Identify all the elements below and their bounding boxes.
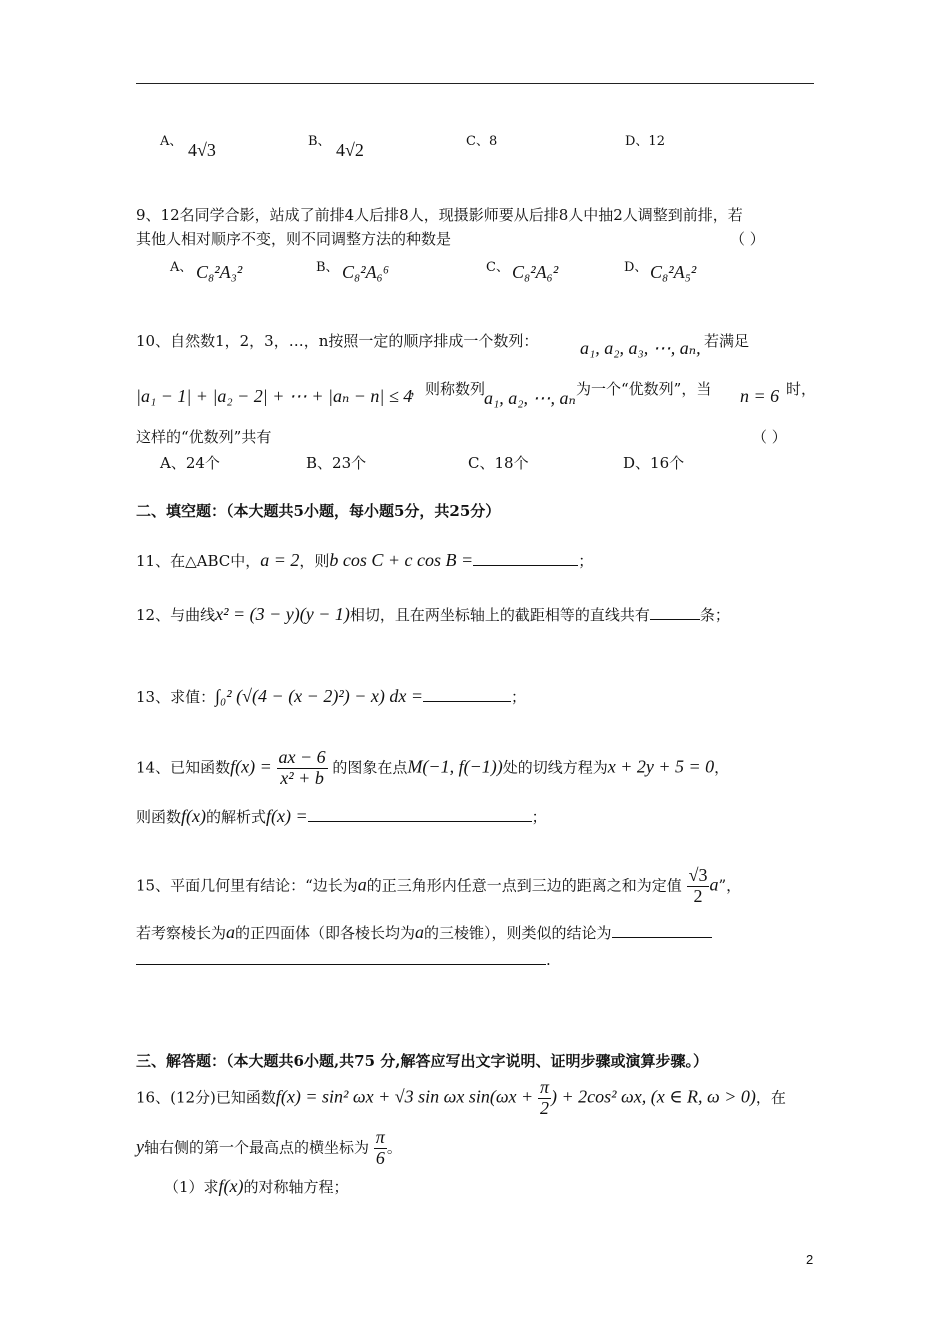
q15-line2a: 若考察棱长为 (136, 924, 227, 942)
q9-option-b-expr: C₈²A₆⁶ (342, 262, 390, 282)
q10-tail2: 时， (786, 380, 817, 398)
q14-numerator: ax − 6 (278, 747, 326, 767)
q14-mid: 的图象在点 (332, 758, 408, 777)
section-2-heading: 二、填空题：（本大题共5小题，每小题5分，共25分） (136, 502, 501, 520)
q9-option-a-expr: C₈²A₃² (196, 262, 243, 282)
q13-prefix: 13、求值： (136, 688, 216, 706)
q16-y: y (136, 1136, 144, 1157)
q15-prefix: 15、平面几何里有结论：“边长为 (136, 876, 358, 895)
q15-line2 (136, 922, 712, 943)
q16-line2 (136, 1128, 402, 1169)
q16-pi2: π (375, 1127, 385, 1147)
q14-line1 (136, 748, 729, 789)
q16-six: 6 (375, 1147, 385, 1168)
q11-given: a = 2 (260, 550, 300, 570)
q9-option-a-label: A、 (170, 260, 193, 275)
q8-option-b-value: 4√2 (336, 140, 364, 160)
q16-sub1-prefix: （1）求 (164, 1178, 219, 1196)
q11-text (136, 550, 593, 571)
q11-end: ； (578, 552, 594, 570)
q10-condition: |a₁ − 1| + |a₂ − 2| + ⋯ + |aₙ − n| ≤ 4 (136, 386, 413, 406)
q12-mid: 相切，且在两坐标轴上的截距相等的直线共有 (349, 606, 650, 624)
q14-point: M(−1, f(−1)) (407, 756, 503, 777)
q10-option-a: A、24个 (160, 454, 220, 472)
page-number: 2 (806, 1252, 814, 1267)
q16-pi: π (539, 1077, 550, 1097)
q10-option-d: D、16个 (623, 454, 685, 472)
q9-option-b-label: B、 (316, 260, 339, 275)
q10-mid: ，则称数列 (410, 380, 486, 398)
q14-end1: ， (714, 758, 730, 777)
q13-integral: ∫₀² (√(4 − (x − 2)²) − x) dx = (215, 686, 423, 706)
q10-option-b: B、23个 (306, 454, 367, 472)
q16-prefix: 16、(12分)已知函数 (136, 1088, 276, 1107)
q12-curve: x² = (3 − y)(y − 1) (215, 604, 350, 624)
q15-a2: a (709, 874, 719, 895)
q9-line1: 9、12名同学合影，站成了前排4人后排8人，现摄影师要从后排8人中抽2人调整到前排，若 (136, 206, 743, 224)
q10-line3: 这样的“优数列”共有 (136, 428, 272, 446)
q15-a3: a (226, 922, 236, 942)
q9-option-c-expr: C₈²A₆² (512, 262, 559, 282)
q14-line2 (136, 806, 547, 827)
q16-pi-over-2 (538, 1078, 551, 1119)
q10-answer-paren: （ ） (752, 428, 787, 446)
q14-denominator: x² + b (280, 767, 324, 788)
q8-option-c: C、8 (466, 134, 498, 149)
q15-answer-blank-1 (612, 923, 712, 938)
q14-f-equals: f(x) = (230, 756, 272, 777)
q9-answer-paren: （ ） (730, 230, 765, 248)
q13-answer-blank (423, 687, 511, 702)
q16-sub1-fx: f(x) (218, 1176, 244, 1196)
q16-sub1 (164, 1176, 349, 1197)
q9-option-c-label: C、 (486, 260, 509, 275)
q14-tangent: x + 2y + 5 = 0 (607, 756, 715, 777)
q15-numerator: √3 (688, 865, 708, 885)
q15-line2b: 的正四面体（即各棱长均为 (235, 924, 416, 942)
q12-answer-blank (650, 605, 700, 620)
q11-mid: ，则 (299, 552, 330, 570)
q10-mid2: 为一个“优数列”，当 (576, 380, 712, 398)
q15-denominator: 2 (693, 885, 703, 906)
q15-a4: a (415, 922, 425, 942)
q15-dot: . (546, 951, 551, 969)
q15-line3 (136, 950, 551, 969)
q14-mid2: 处的切线方程为 (502, 758, 608, 777)
q10-sequence: a₁, a₂, a₃, ⋯, aₙ, (580, 338, 701, 358)
q15-end: ”， (718, 876, 742, 895)
q10-line1-tail: 若满足 (704, 332, 750, 350)
q15-line2c: 的三棱锥），则类似的结论为 (424, 924, 612, 942)
q11-prefix: 11、在△ABC中， (136, 552, 261, 570)
q16-line1 (136, 1078, 786, 1119)
q15-mid: 的正三角形内任意一点到三边的距离之和为定值 (366, 876, 682, 895)
q15-answer-blank-2 (136, 950, 546, 965)
q16-end: ，在 (755, 1088, 786, 1107)
q12-text (136, 604, 730, 625)
q15-line1 (136, 866, 741, 907)
q9-option-d-label: D、 (624, 260, 648, 275)
q11-expression: b cos C + c cos B = (329, 550, 474, 570)
q9-option-d-expr: C₈²A₅² (650, 262, 697, 282)
q16-line2b: 轴右侧的第一个最高点的横坐标为 (144, 1138, 370, 1157)
q11-answer-blank (473, 551, 578, 566)
q14-end2: ； (531, 808, 547, 826)
q8-option-b-label: B、 (308, 134, 331, 149)
q10-n-equals: n = 6 (740, 386, 780, 406)
section-3-heading: 三、解答题：（本大题共6小题,共75 分,解答应写出文字说明、证明步骤或演算步骤。） (136, 1052, 708, 1070)
q14-prefix2: 则函数 (136, 808, 182, 826)
q16-sub1-end: 的对称轴方程； (243, 1178, 349, 1196)
q14-fraction (277, 748, 328, 789)
q12-prefix: 12、与曲线 (136, 606, 216, 624)
q14-prefix: 14、已知函数 (136, 758, 231, 777)
q14-fx-equals: f(x) = (266, 806, 308, 826)
q14-mid3: 的解析式 (206, 808, 267, 826)
q15-fraction (687, 866, 710, 907)
q10-line1: 10、自然数1，2，3，…，n按照一定的顺序排成一个数列： (136, 332, 539, 350)
q8-option-d: D、12 (625, 134, 665, 149)
q13-text (136, 686, 526, 707)
q8-option-a-label: A、 (160, 134, 183, 149)
q13-end: ； (510, 688, 526, 706)
q14-fx: f(x) (181, 806, 206, 826)
q16-pi-over-6 (374, 1128, 387, 1169)
q16-function-part2: ) + 2cos² ωx, (x ∈ R, ω > 0) (551, 1086, 756, 1107)
q16-two: 2 (540, 1097, 549, 1118)
header-rule (136, 83, 814, 84)
q10-option-c: C、18个 (468, 454, 529, 472)
q15-a: a (357, 874, 367, 895)
q10-sequence-2: a₁, a₂, ⋯, aₙ (484, 388, 576, 408)
q14-answer-blank (308, 807, 532, 822)
q16-function-part1: f(x) = sin² ωx + √3 sin ωx sin(ωx + (275, 1086, 534, 1107)
q8-option-a-value: 4√3 (188, 140, 216, 160)
q12-end: 条； (699, 606, 730, 624)
q9-line2: 其他人相对顺序不变，则不同调整方法的种数是 (136, 230, 452, 248)
q16-line2c: 。 (386, 1138, 402, 1157)
